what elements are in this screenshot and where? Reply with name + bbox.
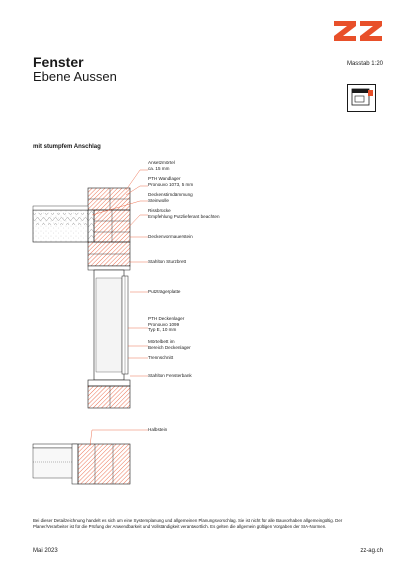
callout-moertelbett: Mörtelbett im Bereich Deckenlager <box>148 339 191 350</box>
scale-label: Masstab 1:20 <box>346 61 383 67</box>
callout-rissbruecke: Rissbrücke Empfehlung Putzlieferant beachten <box>148 208 220 219</box>
issue-date: Mai 2023 <box>33 548 58 554</box>
window-sill <box>88 380 130 408</box>
callout-pth-wandlager: PTH Wandlager Pronouvo 1073, 5 mm <box>148 176 194 187</box>
callout-deckenvormauerstein: Deckenvormauerstein <box>148 234 193 239</box>
callout-sturzbrett: Stahlton Sturzbrett <box>148 259 187 264</box>
page-title: Fenster <box>33 54 84 70</box>
callout-ansetzmoertel: Ansetzmörtel ca. 15 mm <box>148 160 175 171</box>
website-link[interactable]: zz-ag.ch <box>360 548 383 554</box>
callout-halbstein: Halbstein <box>148 427 168 432</box>
page-subtitle: Ebene Aussen <box>33 69 117 84</box>
section-heading: mit stumpfem Anschlag <box>33 144 101 150</box>
disclaimer-text: Bei dieser Detailzeichnung handelt es sich um eine Systemplanung und allgemeinen Planungsvorschlag. Sie ist nicht für alle Bauvorhaben allgemeingültig. Der Planer/Verarbeiter ist für die Prüfung der Anwendbarkeit und Vollständigkeit verantwortlich. Es gelten die allgemein gültigen Vorgaben der SIA-Normen. <box>33 518 343 529</box>
slab-facing-brick <box>94 210 130 242</box>
floor-slab <box>33 206 88 242</box>
upper-brick-wall <box>88 188 130 210</box>
callout-pth-deckenlager: PTH Deckenlager Pronouvo 1099 Typ E, 10 mm <box>148 316 185 333</box>
callout-putztraegerplatte: Putzträgerplatte <box>148 289 181 294</box>
callout-deckenstirndaemmung: Deckenstirndämmung Steinwolle <box>148 192 193 203</box>
lintel <box>88 242 130 270</box>
callout-fensterbank: Stahlton Fensterbank <box>148 373 192 378</box>
window-frame <box>94 270 128 380</box>
plan-section <box>33 444 130 484</box>
callout-trennschnitt: Trennschnitt <box>148 355 174 360</box>
